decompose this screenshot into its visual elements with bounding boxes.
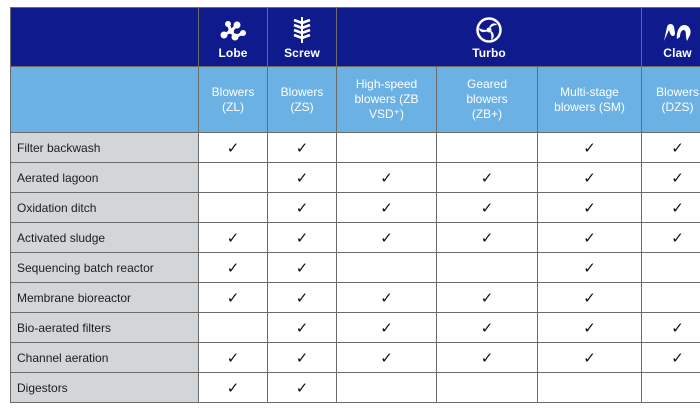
table-row <box>11 253 700 283</box>
check-mark-cell: ✓ <box>538 223 642 253</box>
application-label: Bio-aerated filters <box>11 313 199 343</box>
application-label: Channel aeration <box>11 343 199 373</box>
check-mark-cell: ✓ <box>437 163 538 193</box>
application-label: Oxidation ditch <box>11 193 199 223</box>
check-mark-cell: ✓ <box>268 163 337 193</box>
check-mark-cell: ✓ <box>199 283 268 313</box>
family-label: Claw <box>663 46 692 60</box>
model-header-line: High-speed <box>355 77 418 91</box>
check-mark-cell: ✓ <box>199 343 268 373</box>
table-row <box>11 133 700 163</box>
check-mark-cell: ✓ <box>538 343 642 373</box>
empty-cell <box>642 373 700 403</box>
model-header-line: (ZL) <box>222 99 244 114</box>
empty-cell <box>437 373 538 403</box>
model-header-cell <box>268 67 337 133</box>
check-mark-cell: ✓ <box>337 163 437 193</box>
claw-icon <box>661 21 695 43</box>
check-mark-cell: ✓ <box>337 313 437 343</box>
application-label: Activated sludge <box>11 223 199 253</box>
screw-icon <box>291 17 313 43</box>
application-label: Aerated lagoon <box>11 163 199 193</box>
application-label: Sequencing batch reactor <box>11 253 199 283</box>
application-label: Membrane bioreactor <box>11 283 199 313</box>
empty-cell <box>337 373 437 403</box>
check-mark-cell: ✓ <box>199 223 268 253</box>
check-mark-cell: ✓ <box>437 193 538 223</box>
check-mark-cell: ✓ <box>437 223 538 253</box>
model-header-line: Multi-stage <box>560 84 619 99</box>
check-mark-cell: ✓ <box>268 223 337 253</box>
application-label: Digestors <box>11 373 199 403</box>
empty-cell <box>437 253 538 283</box>
check-mark-cell: ✓ <box>268 193 337 223</box>
application-table <box>10 7 700 403</box>
check-mark-cell: ✓ <box>199 373 268 403</box>
check-mark-cell: ✓ <box>268 313 337 343</box>
check-mark-cell: ✓ <box>268 283 337 313</box>
check-mark-cell: ✓ <box>538 313 642 343</box>
family-header-claw <box>642 8 700 67</box>
model-header-line: Blowers <box>656 84 699 99</box>
empty-cell <box>538 373 642 403</box>
check-mark-cell: ✓ <box>268 133 337 163</box>
model-header-cell <box>437 67 538 133</box>
check-mark-cell: ✓ <box>337 193 437 223</box>
model-header-row <box>11 67 700 133</box>
check-mark-cell: ✓ <box>642 163 700 193</box>
turbo-icon <box>476 17 502 43</box>
model-header-cell <box>199 67 268 133</box>
check-mark-cell: ✓ <box>268 373 337 403</box>
model-header-cell <box>337 67 437 133</box>
model-header-line: blowers (SM) <box>554 99 625 114</box>
empty-cell <box>437 133 538 163</box>
family-label: Turbo <box>472 46 506 60</box>
model-header-line: Geared <box>466 77 508 91</box>
model-header-line: Blowers <box>211 84 255 99</box>
check-mark-cell: ✓ <box>337 283 437 313</box>
family-header-row <box>11 8 700 67</box>
check-mark-cell: ✓ <box>642 193 700 223</box>
empty-cell <box>337 253 437 283</box>
family-header-turbo <box>337 8 642 67</box>
model-header-line: (ZS) <box>290 99 314 114</box>
empty-cell <box>642 283 700 313</box>
family-label: Lobe <box>218 46 248 60</box>
check-mark-cell: ✓ <box>199 133 268 163</box>
check-mark-cell: ✓ <box>337 223 437 253</box>
check-mark-cell: ✓ <box>642 133 700 163</box>
model-header-line: VSD⁺) <box>368 107 404 121</box>
table-row <box>11 343 700 373</box>
table-row <box>11 313 700 343</box>
model-header-line: (DZS) <box>661 99 694 114</box>
check-mark-cell: ✓ <box>538 133 642 163</box>
subheader-corner <box>11 67 199 133</box>
table-row <box>11 223 700 253</box>
table-row <box>11 163 700 193</box>
check-mark-cell: ✓ <box>437 343 538 373</box>
check-mark-cell: ✓ <box>538 193 642 223</box>
check-mark-cell: ✓ <box>437 313 538 343</box>
header-corner <box>11 8 199 67</box>
empty-cell <box>199 313 268 343</box>
model-header-cell <box>538 67 642 133</box>
application-label: Filter backwash <box>11 133 199 163</box>
model-header-cell <box>642 67 700 133</box>
empty-cell <box>642 253 700 283</box>
empty-cell <box>337 133 437 163</box>
check-mark-cell: ✓ <box>642 313 700 343</box>
check-mark-cell: ✓ <box>268 343 337 373</box>
empty-cell <box>199 163 268 193</box>
empty-cell <box>199 193 268 223</box>
model-header-line: (ZB+) <box>471 107 503 121</box>
family-label: Screw <box>284 46 320 60</box>
model-header-line: blowers <box>466 92 508 106</box>
check-mark-cell: ✓ <box>538 283 642 313</box>
table-row <box>11 193 700 223</box>
model-header-line: blowers (ZB <box>354 92 419 106</box>
check-mark-cell: ✓ <box>437 283 538 313</box>
table-row <box>11 373 700 403</box>
lobe-icon <box>219 19 247 43</box>
family-header-screw <box>268 8 337 67</box>
check-mark-cell: ✓ <box>538 253 642 283</box>
check-mark-cell: ✓ <box>642 343 700 373</box>
check-mark-cell: ✓ <box>268 253 337 283</box>
check-mark-cell: ✓ <box>199 253 268 283</box>
check-mark-cell: ✓ <box>538 163 642 193</box>
check-mark-cell: ✓ <box>642 223 700 253</box>
model-header-line: Blowers <box>280 84 324 99</box>
family-header-lobe <box>199 8 268 67</box>
check-mark-cell: ✓ <box>337 343 437 373</box>
table-row <box>11 283 700 313</box>
